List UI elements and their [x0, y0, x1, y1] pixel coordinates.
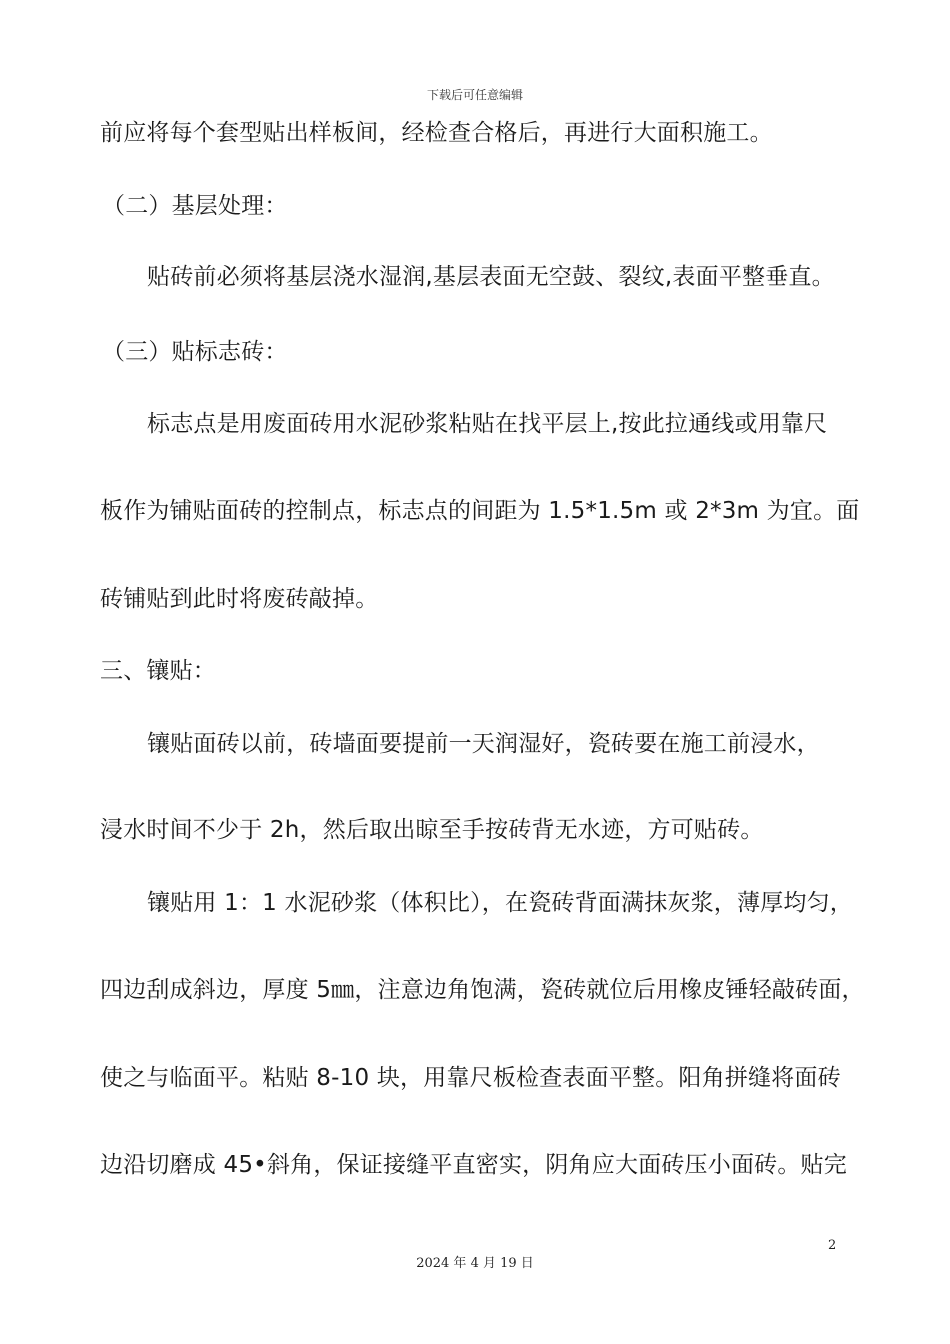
section-heading: （二）基层处理： [102, 193, 288, 219]
paragraph-line: 边沿切磨成 45•斜角，保证接缝平直密实，阴角应大面砖压小面砖。贴完 [100, 1152, 847, 1178]
section-heading: 三、镶贴： [100, 658, 216, 684]
paragraph-line: 镶贴面砖以前，砖墙面要提前一天润湿好，瓷砖要在施工前浸水， [147, 731, 820, 757]
paragraph-line: 四边刮成斜边，厚度 5㎜，注意边角饱满，瓷砖就位后用橡皮锤轻敲砖面， [100, 977, 865, 1003]
paragraph-line: 板作为铺贴面砖的控制点，标志点的间距为 1.5*1.5m 或 2*3m 为宜。面 [100, 498, 860, 524]
page-number: 2 [828, 1238, 837, 1253]
page-header: 下载后可任意编辑 [426, 88, 523, 102]
footer-date: 2024 年 4 月 19 日 [416, 1256, 534, 1271]
paragraph-line: 前应将每个套型贴出样板间，经检查合格后，再进行大面积施工。 [100, 120, 773, 146]
paragraph-line: 标志点是用废面砖用水泥砂浆粘贴在找平层上,按此拉通线或用靠尺 [147, 411, 828, 437]
paragraph-line: 使之与临面平。粘贴 8-10 块，用靠尺板检查表面平整。阳角拼缝将面砖 [100, 1065, 841, 1091]
paragraph-line: 贴砖前必须将基层浇水湿润,基层表面无空鼓、裂纹,表面平整垂直。 [147, 264, 835, 290]
paragraph-line: 砖铺贴到此时将废砖敲掉。 [100, 586, 379, 612]
section-heading: （三）贴标志砖： [102, 339, 288, 365]
paragraph-line: 浸水时间不少于 2h，然后取出晾至手按砖背无水迹，方可贴砖。 [100, 817, 764, 843]
paragraph-line: 镶贴用 1：1 水泥砂浆（体积比），在瓷砖背面满抹灰浆，薄厚均匀， [147, 890, 853, 916]
